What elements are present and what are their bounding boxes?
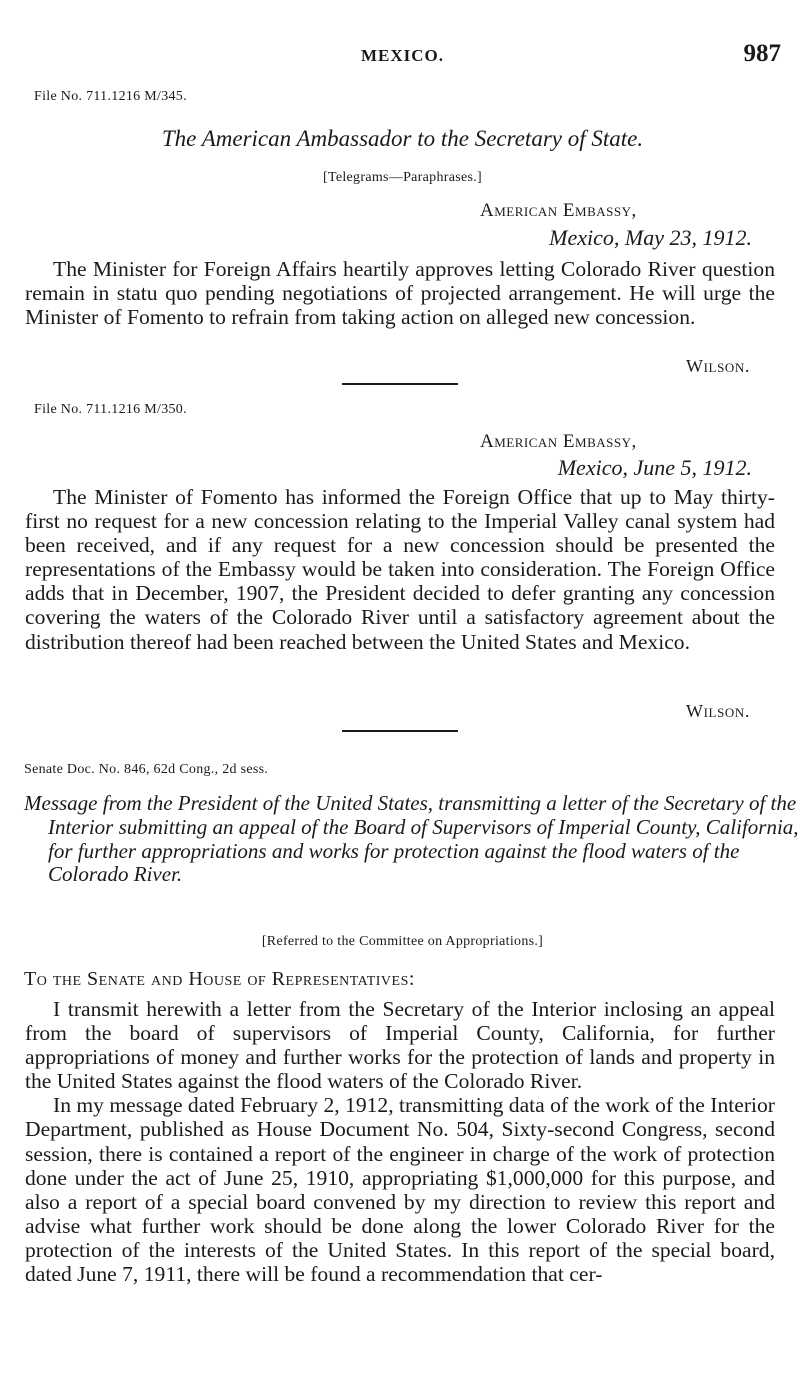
message-body	[25, 997, 775, 1286]
embassy-place-1: American Embassy,	[480, 200, 637, 221]
embassy-place-2: American Embassy,	[480, 431, 637, 452]
telegram-paragraph-1: The Minister for Foreign Affairs heartily approves letting Colorado River question remain in statu quo pending negotiations of projected arrangement. He will urge the Minister of Fomento to refrain from taking action on alleged new concession.	[25, 257, 775, 330]
signature-1: Wilson.	[686, 356, 750, 376]
running-head	[24, 40, 781, 70]
telegram-body-2	[25, 485, 775, 654]
running-title: MEXICO.	[360, 46, 445, 65]
telegram-paragraph-2: The Minister of Fomento has informed the Foreign Office that up to May thirty-first no request for a new concession relating to the Imperial Valley canal system had been received, and if any request for a new concession should be presented the representations of the Embassy would be taken into consideration. The Foreign Office adds that in December, 1907, the President decided to defer granting any concession covering the waters of the Colorado River until a satisfactory agreement about the distribution thereof had been reached between the United States and Mexico.	[25, 485, 775, 654]
file-number-1: File No. 711.1216 M/345.	[34, 89, 187, 104]
file-number-2: File No. 711.1216 M/350.	[34, 402, 187, 417]
dateline-1: Mexico, May 23, 1912.	[549, 225, 752, 250]
senate-doc-reference: Senate Doc. No. 846, 62d Cong., 2d sess.	[24, 762, 269, 777]
dateline-2: Mexico, June 5, 1912.	[557, 455, 752, 480]
doc-heading: The American Ambassador to the Secretary of State.	[161, 126, 644, 151]
telegram-body-1	[25, 257, 775, 329]
salutation: To the Senate and House of Representatives:	[24, 968, 415, 990]
message-paragraph-2: In my message dated February 2, 1912, transmitting data of the work of the Interior Department, published as House Document No. 504, Sixty-second Congress, second session, there is contained a report of the engineer in charge of the work of protection done under the act of June 25, 1910, appropriating $1,000,000 for this purpose, and also a report of a special board convened by my direction to review this report and advise what further work should be done along the lower Colorado River for the protection of the interests of the United States. In this report of the special board, dated June 7, 1911, there will be found a recommendation that cer-	[25, 1093, 775, 1287]
signature-2: Wilson.	[686, 701, 750, 721]
section-divider-2	[342, 730, 458, 732]
page-number: 987	[743, 40, 781, 67]
section-divider-1	[342, 383, 458, 385]
message-title: Message from the President of the United States, transmitting a letter of the Secretary of the Interior submitting an appeal of the Board of Supervisors of Imperial County, California, for further appropriations and works for protection against the flood waters of the Colorado River.	[24, 791, 799, 887]
doc-subheading: [Telegrams—Paraphrases.]	[323, 170, 482, 185]
message-paragraph-1: I transmit herewith a letter from the Secretary of the Interior inclosing an appeal from the board of supervisors of Imperial County, California, for further appropriations of money and further works for the protection of lands and property in the United States against the flood waters of the Colorado River.	[25, 997, 775, 1094]
referral-note: [Referred to the Committee on Appropriations.]	[261, 934, 544, 949]
